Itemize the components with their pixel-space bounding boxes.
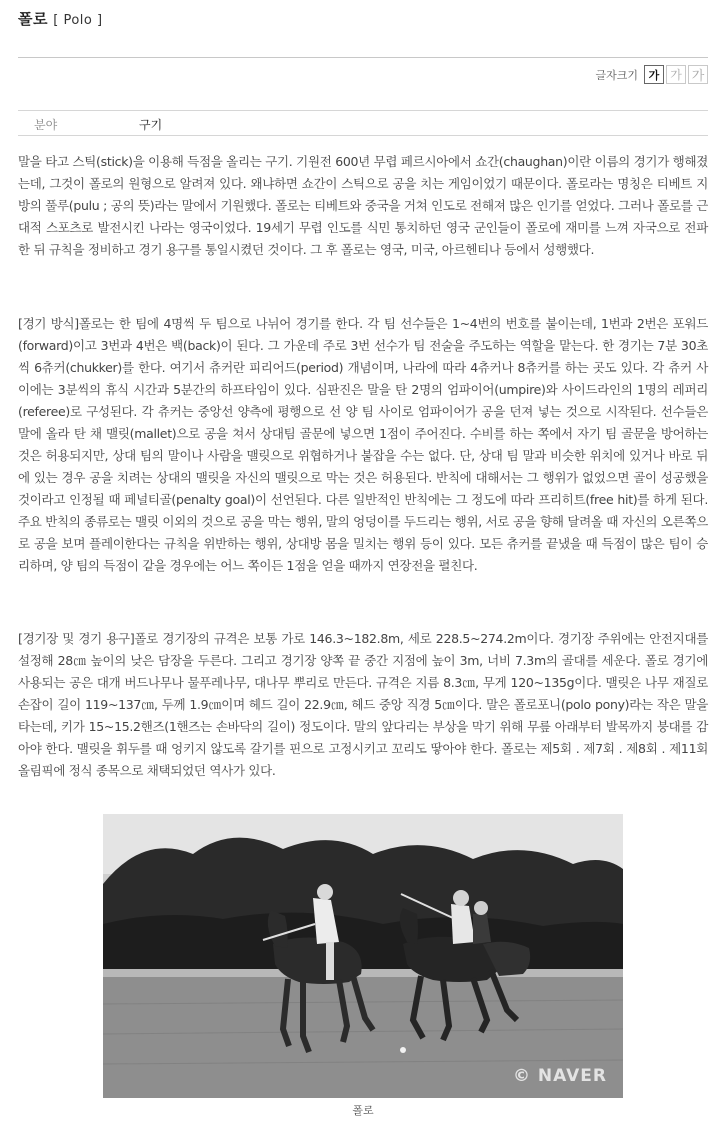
paragraph-intro: 말을 타고 스틱(stick)을 이용해 득점을 올리는 구기. 기원전 600년 무렵 페르시아에서 쇼간(chaughan)이란 이름의 경기가 행해졌는데, 그것이 폴로의 원형으로 알려져 있다. 왜냐하면 쇼간이 스틱으로 공을 치는 게임이었기 때문이다. 폴로라는 명칭은 티베트 지방의 풀루(pulu ; 공의 뜻)라는 말에서 기원했다. 폴로는 티베트와 중국을 거쳐 인도로 전해져 많은 인기를 얻었다. 그러나 폴로를 근대적 스포츠로 발전시킨 나라는 영국이었다. 19세기 무렵 인도를 식민 통치하던 영국 군인들이 폴로에 재미를 느껴 자국으로 전파한 뒤 규칙을 정비하고 경기 용구를 통일시켰던 것이다. 그 후 폴로는 영국, 미국, 아르헨티나 등에서 성행했다.: [18, 154, 708, 257]
title-korean: 폴로: [18, 10, 48, 28]
page-title: [18, 8, 103, 29]
polo-photo: [103, 814, 623, 1098]
title-divider: [18, 57, 708, 58]
paragraph-field-equipment: [경기장 및 경기 용구]폴로 경기장의 규격은 보통 가로 146.3~182.8m, 세로 228.5~274.2m이다. 경기장 주위에는 안전지대를 설정해 28㎝ 높이의 낮은 담장을 두른다. 그리고 경기장 양쪽 끝 중간 지점에 높이 3m, 너비 7.3m의 골대를 세운다. 폴로 경기에 사용되는 공은 대개 버드나무나 물푸레나무, 대나무 뿌리로 만든다. 규격은 지름 8.3㎝, 무게 120~135g이다. 맬릿은 나무 재질로 손잡이 길이 119~137㎝, 두께 1.9㎝이며 헤드 길이 22.9㎝, 헤드 중앙 직경 5㎝이다. 말은 폴로포니(polo pony)라는 작은 말을 타는데, 키가 15~15.2핸즈(1핸즈는 손바닥의 길이) 정도이다. 말의 앞다리는 부상을 막기 위해 무릎 아래부터 발목까지 붕대를 감아야 한다. 맬릿을 휘두를 때 엉키지 않도록 갈기를 핀으로 고정시키고 꼬리도 땋아야 한다. 폴로는 제5회 . 제7회 . 제8회 . 제11회 올림픽에 정식 종목으로 채택되었던 역사가 있다.: [18, 631, 708, 778]
paragraph-game-rules: [경기 방식]폴로는 한 팀에 4명씩 두 팀으로 나뉘어 경기를 한다. 각 팀 선수들은 1~4번의 번호를 붙이는데, 1번과 2번은 포워드(forward)이고 3번과 4번은 백(back)이 된다. 그 가운데 주로 3번 선수가 팀 전술을 주도하는 역할을 맡는다. 한 경기는 7분 30초씩 6츄커(chukker)를 한다. 여기서 츄커란 피리어드(period) 개념이며, 나라에 따라 4츄커나 8츄커를 하는 곳도 있다. 각 츄커 사이에는 3분씩의 휴식 시간과 5분간의 하프타임이 있다. 심판진은 말을 탄 2명의 엄파이어(umpire)와 사이드라인의 1명의 레퍼리(referee)로 구성된다. 각 츄커는 중앙선 양측에 평행으로 선 양 팀 사이로 엄파이어가 공을 던져 넣는 것으로 시작된다. 선수들은 말에 올라 탄 채 맬릿(mallet)으로 공을 쳐서 상대팀 골문에 넣으면 1점이 주어진다. 수비를 하는 쪽에서 자기 팀 골문을 방어하는 것은 허용되지만, 상대 팀의 말이나 사람을 맬릿으로 위협하거나 붙잡을 수는 없다. 단, 상대 팀 말과 비슷한 위치에 있거나 바로 뒤에 있는 경우 공을 치려는 상대의 맬릿을 자신의 맬릿으로 막는 것은 허용된다. 반칙에 대해서는 그 행위가 없었으면 골이 성공했을 것이라고 인정될 때 페널티골(penalty goal)이 선언된다. 다른 일반적인 반칙에는 그 정도에 따라 프리히트(free hit)를 하게 된다. 주요 반칙의 종류로는 맬릿 이외의 것으로 공을 막는 행위, 말의 엉덩이를 두드리는 행위, 서로 공을 향해 달려올 때 자신의 오른쪽으로 공을 보며 플레이한다는 규칙을 위반하는 행위, 상대방 몸을 밀치는 행위 등이 있다. 모든 츄커를 끝냈을 때 득점이 많은 팀이 승리하며, 양 팀의 득점이 같을 경우에는 어느 쪽이든 1점을 얻을 때까지 연장전을 펼친다.: [18, 316, 708, 573]
title-english: [ Polo ]: [53, 13, 103, 28]
naver-watermark: © NAVER: [512, 1066, 607, 1086]
font-size-medium-button[interactable]: 가: [666, 65, 686, 84]
category-label: 분야: [34, 118, 58, 132]
font-size-small-button[interactable]: 가: [644, 65, 664, 84]
font-size-control: [595, 65, 708, 84]
polo-photo-image: [103, 814, 623, 1098]
font-size-label: 글자크기: [595, 68, 638, 82]
photo-caption: 폴로: [352, 1104, 374, 1117]
category-row: [18, 110, 708, 136]
font-size-large-button[interactable]: 가: [688, 65, 708, 84]
category-value: 구기: [139, 118, 163, 132]
